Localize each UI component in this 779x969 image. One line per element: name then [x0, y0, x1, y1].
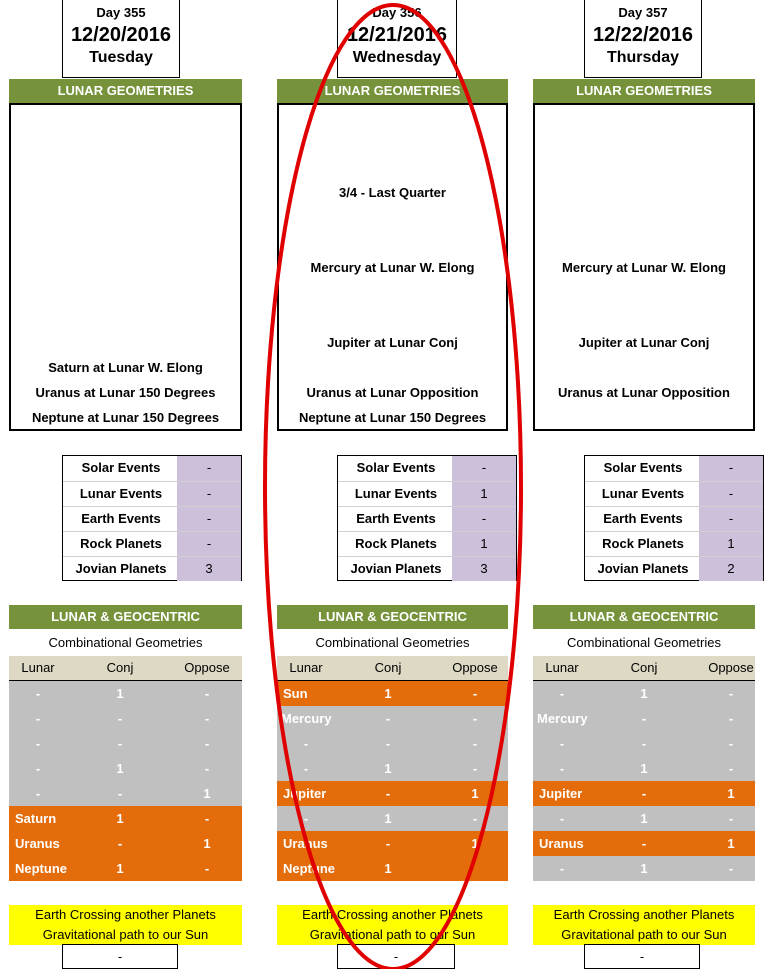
- geometry-table-row: [9, 706, 242, 731]
- planet-name: Uranus: [539, 836, 584, 851]
- day-header: [584, 0, 702, 78]
- geometry-table-row: [277, 731, 508, 756]
- geometry-table-row: [533, 806, 755, 831]
- planet-name: -: [35, 686, 41, 701]
- conj-value: -: [641, 711, 647, 726]
- oppose-value: 1: [203, 836, 211, 851]
- date-label: 12/22/2016: [592, 24, 694, 46]
- crossing-value: -: [62, 944, 178, 969]
- oppose-value: -: [472, 711, 478, 726]
- conj-value: 1: [384, 761, 392, 776]
- oppose-value: 1: [471, 836, 479, 851]
- column-header: Oppose: [452, 660, 498, 675]
- lunar-geocentric-title: LUNAR & GEOCENTRIC: [277, 605, 508, 629]
- oppose-value: -: [204, 761, 210, 776]
- day-number: Day 356: [372, 5, 422, 20]
- conj-value: 1: [384, 811, 392, 826]
- conj-value: 1: [384, 861, 392, 876]
- crossing-line: Earth Crossing another Planets: [35, 907, 216, 922]
- column-header: Conj: [374, 660, 402, 675]
- event-row: [585, 506, 763, 531]
- conj-value: 1: [116, 811, 124, 826]
- event-row: [63, 481, 241, 506]
- day-header: [62, 0, 180, 78]
- event-label: Solar Events: [81, 460, 161, 475]
- crossing-line: Earth Crossing another Planets: [553, 907, 735, 922]
- weekday-label: Wednesday: [352, 49, 442, 66]
- oppose-value: -: [204, 736, 210, 751]
- planet-name: -: [303, 761, 309, 776]
- event-label: Solar Events: [603, 460, 683, 475]
- geometry-item: Uranus at Lunar Opposition: [558, 385, 730, 400]
- crossing-line: Gravitational path to our Sun: [309, 927, 476, 942]
- weekday-label: Thursday: [606, 49, 679, 66]
- planet-name: Jupiter: [283, 786, 327, 801]
- events-summary: [62, 455, 242, 581]
- combinational-subtitle: Combinational Geometries: [315, 635, 470, 650]
- planet-name: -: [35, 711, 41, 726]
- geometry-table-row: [277, 831, 508, 856]
- event-count: -: [452, 456, 516, 481]
- geometry-table-row: [9, 856, 242, 881]
- planet-name: -: [35, 761, 41, 776]
- planet-name: -: [35, 736, 41, 751]
- conj-value: 1: [116, 861, 124, 876]
- crossing-line: Earth Crossing another Planets: [302, 907, 483, 922]
- column-header: Lunar: [21, 660, 55, 675]
- earth-crossing-box: [9, 905, 242, 945]
- weekday-label: Tuesday: [89, 49, 153, 66]
- events-summary: [337, 455, 517, 581]
- geometry-table-row: [533, 781, 755, 806]
- lunar-geometries-title: LUNAR GEOMETRIES: [277, 79, 508, 103]
- geometry-table-row: [9, 781, 242, 806]
- column-header: Lunar: [289, 660, 323, 675]
- day-number: Day 355: [96, 5, 146, 20]
- planet-name: Uranus: [15, 836, 60, 851]
- day-header: [337, 0, 457, 78]
- geometry-item: Mercury at Lunar W. Elong: [310, 260, 475, 275]
- day-number: Day 357: [618, 5, 668, 20]
- earth-crossing-box: [277, 905, 508, 945]
- geometry-table-header: [9, 656, 242, 682]
- geometry-item: Saturn at Lunar W. Elong: [48, 360, 203, 375]
- crossing-line: Gravitational path to our Sun: [42, 927, 209, 942]
- geometry-item: Neptune at Lunar 150 Degrees: [298, 410, 487, 425]
- planet-name: Mercury: [537, 711, 588, 726]
- column-header: Conj: [106, 660, 134, 675]
- event-label: Earth Events: [356, 511, 436, 526]
- event-row: [338, 506, 516, 531]
- events-summary: [584, 455, 764, 581]
- planet-name: -: [559, 686, 565, 701]
- lunar-geocentric-title: LUNAR & GEOCENTRIC: [533, 605, 755, 629]
- column-header: Lunar: [545, 660, 579, 675]
- event-label: Earth Events: [603, 511, 683, 526]
- oppose-value: -: [728, 811, 734, 826]
- geometry-table-row: [9, 756, 242, 781]
- event-label: Earth Events: [81, 511, 161, 526]
- geometry-table-row: [277, 781, 508, 806]
- geometry-item: 3/4 - Last Quarter: [339, 185, 446, 200]
- event-count: -: [177, 456, 241, 481]
- event-count: -: [177, 507, 241, 531]
- planet-name: Uranus: [283, 836, 328, 851]
- event-row: [338, 481, 516, 506]
- lunar-geometries-box: [9, 103, 242, 431]
- event-label: Rock Planets: [355, 536, 437, 551]
- planet-name: -: [303, 736, 309, 751]
- conj-value: 1: [116, 761, 124, 776]
- event-label: Jovian Planets: [597, 561, 689, 576]
- event-count: -: [699, 507, 763, 531]
- geometry-item: Neptune at Lunar 150 Degrees: [31, 410, 220, 425]
- planet-name: -: [559, 861, 565, 876]
- conj-value: 1: [640, 761, 648, 776]
- oppose-value: -: [728, 686, 734, 701]
- geometry-table-row: [9, 681, 242, 706]
- planet-name: Neptune: [15, 861, 67, 876]
- lunar-geometries-title: LUNAR GEOMETRIES: [9, 79, 242, 103]
- event-row: [585, 531, 763, 556]
- event-row: [63, 506, 241, 531]
- event-row: [338, 531, 516, 556]
- geometry-table-header: [533, 656, 755, 682]
- geometry-table-row: [9, 731, 242, 756]
- event-count: 1: [452, 482, 516, 506]
- geometry-table-row: [533, 756, 755, 781]
- conj-value: -: [641, 736, 647, 751]
- oppose-value: -: [204, 811, 210, 826]
- geometry-table-row: [9, 806, 242, 831]
- geometry-table-row: [533, 731, 755, 756]
- geometry-table-row: [277, 756, 508, 781]
- conj-value: -: [117, 836, 123, 851]
- lunar-geometries-title: LUNAR GEOMETRIES: [533, 79, 755, 103]
- planet-name: Mercury: [281, 711, 332, 726]
- event-label: Rock Planets: [80, 536, 162, 551]
- oppose-value: -: [472, 811, 478, 826]
- conj-value: 1: [116, 686, 124, 701]
- geometry-item: Mercury at Lunar W. Elong: [562, 260, 726, 275]
- date-label: 12/20/2016: [70, 24, 172, 46]
- planet-name: Saturn: [15, 811, 57, 826]
- geometry-item: Uranus at Lunar 150 Degrees: [35, 385, 216, 400]
- geometry-table-row: [533, 681, 755, 706]
- event-label: Lunar Events: [601, 486, 685, 501]
- geometry-table-row: [277, 681, 508, 706]
- planet-name: Neptune: [283, 861, 335, 876]
- event-count: -: [452, 507, 516, 531]
- crossing-value: -: [337, 944, 455, 969]
- event-row: [63, 456, 241, 481]
- conj-value: -: [117, 736, 123, 751]
- event-label: Jovian Planets: [75, 561, 167, 576]
- planet-name: -: [35, 786, 41, 801]
- oppose-value: -: [728, 761, 734, 776]
- conj-value: -: [641, 786, 647, 801]
- planet-name: Jupiter: [539, 786, 583, 801]
- column-header: Conj: [630, 660, 658, 675]
- event-count: 2: [699, 557, 763, 581]
- column-header: Oppose: [184, 660, 230, 675]
- geometry-item: Uranus at Lunar Opposition: [306, 385, 479, 400]
- event-count: 3: [452, 557, 516, 581]
- geometry-table-header: [277, 656, 508, 682]
- lunar-geometries-box: [533, 103, 755, 431]
- oppose-value: 1: [727, 836, 735, 851]
- event-label: Lunar Events: [79, 486, 163, 501]
- geometry-table-row: [533, 831, 755, 856]
- geometry-table-row: [9, 831, 242, 856]
- conj-value: -: [385, 736, 391, 751]
- event-label: Jovian Planets: [350, 561, 442, 576]
- planet-name: -: [559, 811, 565, 826]
- earth-crossing-box: [533, 905, 755, 945]
- column-header: Oppose: [708, 660, 754, 675]
- conj-value: 1: [640, 861, 648, 876]
- oppose-value: -: [204, 861, 210, 876]
- event-count: 1: [699, 532, 763, 556]
- event-count: 3: [177, 557, 241, 581]
- event-count: -: [177, 532, 241, 556]
- crossing-line: Gravitational path to our Sun: [561, 927, 727, 942]
- oppose-value: -: [728, 711, 734, 726]
- event-label: Solar Events: [356, 460, 436, 475]
- event-label: Rock Planets: [602, 536, 684, 551]
- event-count: -: [699, 456, 763, 481]
- planet-name: -: [303, 811, 309, 826]
- geometry-table-row: [277, 806, 508, 831]
- oppose-value: -: [204, 686, 210, 701]
- oppose-value: -: [472, 761, 478, 776]
- conj-value: 1: [640, 811, 648, 826]
- event-row: [63, 531, 241, 556]
- oppose-value: -: [472, 736, 478, 751]
- conj-value: -: [117, 711, 123, 726]
- conj-value: -: [117, 786, 123, 801]
- geometry-table-row: [277, 856, 508, 881]
- combinational-subtitle: Combinational Geometries: [567, 635, 721, 650]
- conj-value: -: [641, 836, 647, 851]
- geometry-table-row: [277, 706, 508, 731]
- oppose-value: -: [204, 711, 210, 726]
- event-count: 1: [452, 532, 516, 556]
- event-row: [585, 456, 763, 481]
- event-row: [338, 456, 516, 481]
- conj-value: -: [385, 836, 391, 851]
- conj-value: -: [385, 786, 391, 801]
- event-count: -: [177, 482, 241, 506]
- event-row: [585, 481, 763, 506]
- oppose-value: -: [728, 861, 734, 876]
- oppose-value: 1: [203, 786, 211, 801]
- geometry-item: Jupiter at Lunar Conj: [578, 335, 710, 350]
- geometry-table-row: [533, 706, 755, 731]
- planet-name: -: [559, 761, 565, 776]
- conj-value: -: [385, 711, 391, 726]
- event-row: [338, 556, 516, 581]
- geometry-item: Jupiter at Lunar Conj: [327, 335, 458, 350]
- planet-name: -: [559, 736, 565, 751]
- oppose-value: 1: [727, 786, 735, 801]
- oppose-value: -: [472, 686, 478, 701]
- conj-value: 1: [384, 686, 392, 701]
- geometry-table-row: [533, 856, 755, 881]
- planet-name: Sun: [283, 686, 308, 701]
- event-count: -: [699, 482, 763, 506]
- lunar-geocentric-title: LUNAR & GEOCENTRIC: [9, 605, 242, 629]
- oppose-value: 1: [471, 786, 479, 801]
- conj-value: 1: [640, 686, 648, 701]
- lunar-geometries-box: [277, 103, 508, 431]
- date-label: 12/21/2016: [346, 24, 448, 46]
- crossing-value: -: [584, 944, 700, 969]
- event-row: [63, 556, 241, 581]
- event-row: [585, 556, 763, 581]
- oppose-value: -: [728, 736, 734, 751]
- event-label: Lunar Events: [354, 486, 438, 501]
- combinational-subtitle: Combinational Geometries: [48, 635, 203, 650]
